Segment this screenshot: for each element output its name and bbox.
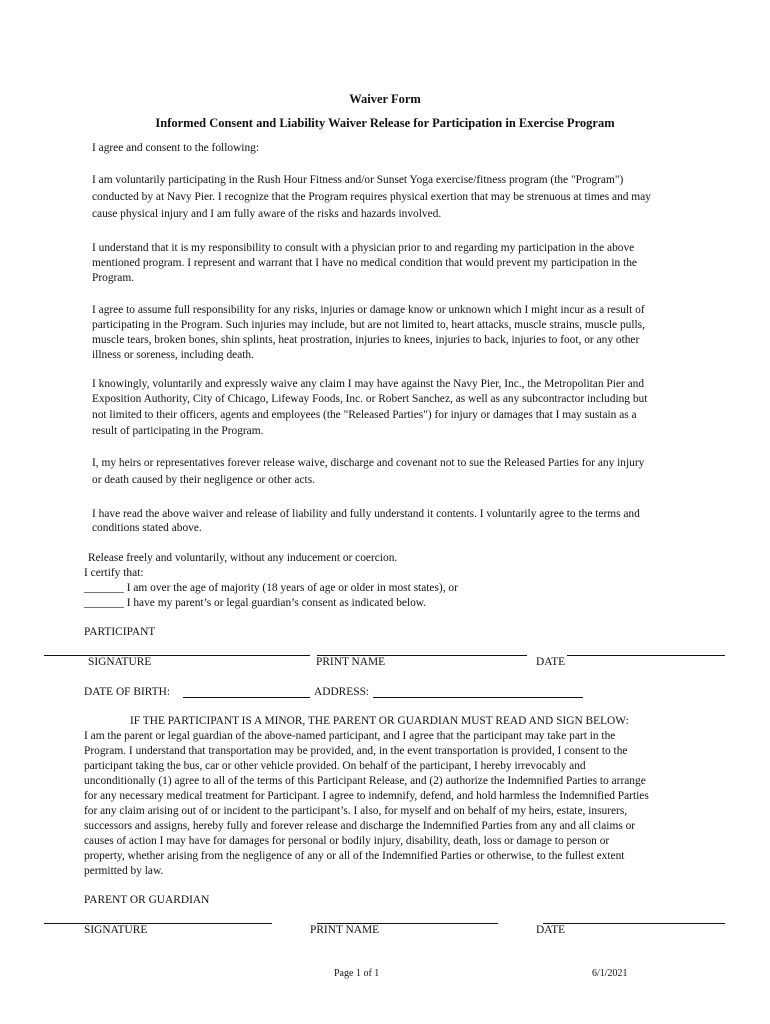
paragraph-line: I knowingly, voluntarily and expressly waive any claim I may have against the Navy Pier, Inc., the Metropolitan Pier and xyxy=(92,378,645,390)
participant-signature-line[interactable] xyxy=(44,655,310,656)
guardian-print-name-label: PRINT NAME xyxy=(310,924,380,936)
paragraph-line: mentioned program. I represent and warrant that I have no medical condition that would prevent my participation in the xyxy=(92,257,637,269)
minor-heading: IF THE PARTICIPANT IS A MINOR, THE PARENT OR GUARDIAN MUST READ AND SIGN BELOW: xyxy=(130,715,629,727)
participant-heading: PARTICIPANT xyxy=(84,626,156,638)
certify-option-minor[interactable]: _______ I have my parent’s or legal guardian’s consent as indicated below. xyxy=(84,597,427,609)
paragraph-line: I am the parent or legal guardian of the above-named participant, and I agree that the participant may take part in the xyxy=(84,730,616,742)
page-number: Page 1 of 1 xyxy=(334,968,380,979)
paragraph-line: I am voluntarily participating in the Rush Hour Fitness and/or Sunset Yoga exercise/fitness program (the "Program") xyxy=(92,174,624,186)
form-title: Waiver Form xyxy=(349,92,421,106)
participant-print-name-label: PRINT NAME xyxy=(316,656,386,668)
participant-date-label: DATE xyxy=(536,656,566,668)
paragraph-line: I agree to assume full responsibility for any risks, injuries or damage know or unknown which I might incur as a result of xyxy=(92,304,645,316)
participant-signature-label: SIGNATURE xyxy=(88,656,152,668)
paragraph-line: participating in the Program. Such injuries may include, but are not limited to, heart attacks, muscle strains, muscle pulls, xyxy=(92,319,645,331)
paragraph-line: illness or soreness, including death. xyxy=(92,349,254,361)
paragraph-line: property, whether arising from the negligence of any or all of the Indemnified Parties or otherwise, to the fullest extent xyxy=(84,850,625,862)
paragraph-line: I have read the above waiver and release of liability and fully understand it contents. I voluntarily agree to the terms and xyxy=(92,508,640,520)
date-of-birth-field[interactable] xyxy=(183,697,310,698)
paragraph-line: participant taking the bus, car or other vehicle provided. On behalf of the participant, I hereby irrevocably and xyxy=(84,760,586,772)
paragraph-line: for any necessary medical treatment for Participant. I agree to indemnify, defend, and hold harmless the Indemnified Parties xyxy=(84,790,649,802)
footer-date: 6/1/2021 xyxy=(592,968,628,979)
paragraph-line: not limited to their officers, agents and employees (the "Released Parties") for injury or damages that I may sustain as a xyxy=(92,409,637,421)
form-subtitle: Informed Consent and Liability Waiver Release for Participation in Exercise Program xyxy=(155,116,615,130)
paragraph-line: muscle tears, broken bones, shin splints, heat prostration, injuries to knees, injuries to back, injuries to foot, or any other xyxy=(92,334,640,346)
paragraph-line: or death caused by their negligence or other acts. xyxy=(92,474,315,486)
intro-text: I agree and consent to the following: xyxy=(92,142,260,154)
paragraph-line: Exposition Authority, City of Chicago, Lifeway Foods, Inc. or Robert Sanchez, as well as any subcontractor including but xyxy=(92,393,648,405)
guardian-date-label: DATE xyxy=(536,924,566,936)
paragraph-line: I, my heirs or representatives forever release waive, discharge and covenant not to sue the Released Parties for any injury xyxy=(92,457,645,469)
release-statement: Release freely and voluntarily, without any inducement or coercion. xyxy=(88,552,398,564)
guardian-date-line[interactable] xyxy=(543,923,725,924)
paragraph-line: unconditionally (1) agree to all of the terms of this Participant Release, and (2) authorize the Indemnified Parties to arrange xyxy=(84,775,646,787)
paragraph-line: permitted by law. xyxy=(84,865,164,877)
paragraph-line: conditions stated above. xyxy=(92,522,202,534)
address-field[interactable] xyxy=(373,697,583,698)
address-label: ADDRESS: xyxy=(314,686,370,698)
guardian-heading: PARENT OR GUARDIAN xyxy=(84,894,210,906)
paragraph-line: for any claim arising out of or incident to the participant’s. I also, for myself and on behalf of my heirs, estate, insurers, xyxy=(84,805,628,817)
paragraph-line: cause physical injury and I am fully aware of the risks and hazards involved. xyxy=(92,208,442,220)
paragraph-line: result of participating in the Program. xyxy=(92,425,264,437)
participant-date-line[interactable] xyxy=(567,655,725,656)
guardian-signature-line[interactable] xyxy=(44,923,272,924)
paragraph-line: Program. I understand that transportation may be provided, and, in the event transportation is provided, I consent to the xyxy=(84,745,628,757)
paragraph-line: conducted by at Navy Pier. I recognize that the Program requires physical exertion that may be strenuous at times and may xyxy=(92,191,651,203)
guardian-signature-label: SIGNATURE xyxy=(84,924,148,936)
paragraph-line: successors and assigns, hereby fully and forever release and discharge the Indemnified Parties from any and all claims or xyxy=(84,820,636,832)
paragraph-line: causes of action I may have for damages for personal or bodily injury, disability, death, loss or damage to person or xyxy=(84,835,610,847)
paragraph-line: Program. xyxy=(92,272,135,284)
certify-heading: I certify that: xyxy=(84,567,144,579)
certify-option-adult[interactable]: _______ I am over the age of majority (18 years of age or older in most states), or xyxy=(84,582,458,594)
paragraph-line: I understand that it is my responsibility to consult with a physician prior to and regarding my participation in the above xyxy=(92,242,635,254)
date-of-birth-label: DATE OF BIRTH: xyxy=(84,686,171,698)
